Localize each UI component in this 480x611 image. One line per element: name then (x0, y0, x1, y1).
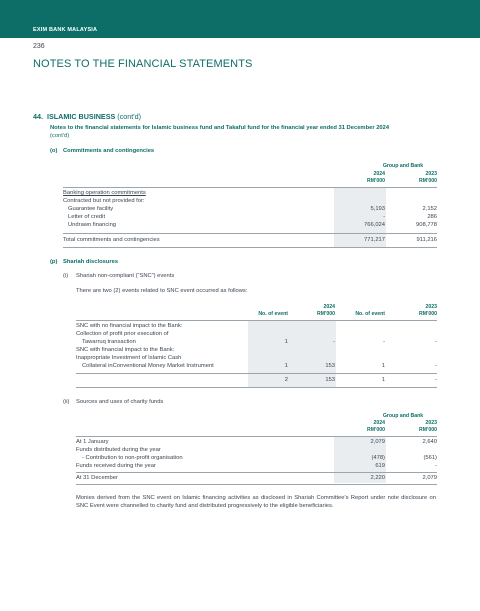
commitments-unit-2023: RM'000 (419, 178, 437, 184)
commitments-unit-2024: RM'000 (367, 178, 385, 184)
closing-paragraph: Monies derived from the SNC event on Islamic financing activities as disclosed in Shariah Committee's Report under note disclosure on SNC Event were channelled to charity fund and distributed progressively to the eligible beneficiaries. (76, 495, 436, 510)
header-band (0, 0, 480, 38)
charity-row-label: At 1 January (76, 439, 109, 445)
shariah-top-rule (76, 320, 437, 321)
charity-value-2023: (561) (423, 455, 437, 461)
commitments-total-rule (63, 233, 437, 234)
charity-group-header: Group and Bank (382, 413, 424, 419)
shariah-events-2024: 1 (284, 339, 288, 345)
charity-top-rule (76, 436, 437, 437)
shariah-total-events-2024: 2 (284, 377, 288, 383)
commitments-value-2024: 5,193 (370, 206, 385, 212)
commitments-total-2024: 771,217 (364, 237, 385, 243)
commitments-bottom-rule (63, 247, 437, 248)
charity-value-2024: 2,079 (370, 439, 385, 445)
commitments-total-2023: 911,216 (416, 237, 437, 243)
bank-name: EXIM BANK MALAYSIA (33, 27, 98, 33)
shariah-row-label: Tawarruq transaction (82, 339, 136, 345)
charity-bottom-rule (76, 484, 437, 485)
shariah-events-2023: 1 (381, 363, 385, 369)
shariah-row-label: Collateral inConventional Money Market Instrument (82, 363, 214, 369)
shariah-sub-i-title: Shariah non-compliant (“SNC”) events (76, 273, 175, 279)
section-heading (33, 112, 141, 121)
section-title: ISLAMIC BUSINESS (47, 112, 116, 121)
charity-row-label: - Contribution to non-profit organisation (82, 455, 183, 461)
charity-total-label: At 31 December (76, 475, 118, 481)
commitments-col-2023: 2023 (425, 171, 437, 177)
commitments-col-2024: 2024 (373, 171, 385, 177)
shariah-no-of-event-2024: No. of event (258, 311, 288, 317)
shariah-value-2024: - (333, 339, 335, 345)
shariah-value-2023: - (435, 339, 437, 345)
charity-total-2024: 2,220 (370, 475, 385, 481)
charity-value-2023: - (435, 463, 437, 469)
commitments-value-2024: 766,024 (364, 222, 385, 228)
shariah-row-label: SNC with no financial impact to the Bank: (76, 323, 183, 329)
shariah-value-2024: 153 (325, 363, 335, 369)
commitments-top-rule (63, 187, 437, 188)
notes-cont: (cont'd) (50, 133, 70, 139)
shariah-no-of-event-2023: No. of event (355, 311, 385, 317)
section-cont: (cont'd) (117, 112, 142, 121)
shariah-sub-i-label: (i) (63, 273, 69, 279)
commitments-label: (o) (50, 148, 58, 154)
charity-title: Sources and uses of charity funds (76, 399, 164, 405)
charity-row-label: Funds distributed during the year (76, 447, 161, 453)
commitments-value-2023: 908,778 (416, 222, 437, 228)
shariah-row-label: Inappropriate Investment of Islamic Cash (76, 355, 182, 361)
charity-row-label: Funds received during the year (76, 463, 156, 469)
commitments-title: Commitments and contingencies (63, 148, 155, 154)
shariah-label: (p) (50, 259, 58, 265)
shariah-value-2023: - (435, 363, 437, 369)
shariah-total-value-2023: - (435, 377, 437, 383)
charity-unit-2024: RM'000 (367, 427, 385, 433)
shariah-row-label: Collection of profit prior execution of (76, 331, 169, 337)
commitments-row-label: Letter of credit (68, 214, 106, 220)
charity-col-2024: 2024 (373, 420, 385, 426)
shariah-events-2024: 1 (284, 363, 288, 369)
charity-col-2023: 2023 (425, 420, 437, 426)
shariah-col-2023: 2023 (425, 304, 437, 310)
commitments-row-label: Banking operation commitments (63, 190, 146, 196)
commitments-total-label: Total commitments and contingencies (63, 237, 160, 243)
shariah-total-value-2024: 153 (325, 377, 335, 383)
shariah-total-events-2023: 1 (381, 377, 385, 383)
shariah-unit-2023: RM'000 (419, 311, 437, 317)
shariah-bottom-rule (76, 387, 437, 388)
commitments-value-2024: - (383, 214, 385, 220)
commitments-value-2023: 2,152 (422, 206, 437, 212)
charity-unit-2023: RM'000 (419, 427, 437, 433)
commitments-group-header: Group and Bank (382, 163, 424, 169)
notes-title: Notes to the financial statements for Islamic business fund and Takaful fund for the financial year ended 31 December 2024 (50, 125, 390, 131)
shariah-total-rule (76, 373, 437, 374)
charity-total-2023: 2,079 (422, 475, 437, 481)
charity-value-2024: 619 (375, 463, 385, 469)
shariah-col-2024: 2024 (323, 304, 335, 310)
shariah-row-label: SNC with financial impact to the Bank: (76, 347, 175, 353)
commitments-value-2023: 286 (427, 214, 437, 220)
page-title: NOTES TO THE FINANCIAL STATEMENTS (33, 58, 253, 70)
charity-total-rule (76, 472, 437, 473)
shariah-intro: There are two (2) events related to SNC event occurred as follows: (76, 288, 248, 294)
commitments-row-label: Guarantee facility (68, 206, 114, 212)
charity-value-2024: (478) (371, 455, 385, 461)
shariah-unit-2024: RM'000 (317, 311, 335, 317)
shariah-events-2023: - (383, 339, 385, 345)
charity-label: (ii) (63, 399, 70, 405)
commitments-row-label: Undrawn financing (68, 222, 117, 228)
shariah-title: Shariah disclosures (63, 259, 119, 265)
section-number: 44. (33, 112, 43, 121)
page-number: 236 (33, 43, 45, 50)
commitments-row-label: Contracted but not provided for: (63, 198, 145, 204)
charity-value-2023: 2,640 (422, 439, 437, 445)
